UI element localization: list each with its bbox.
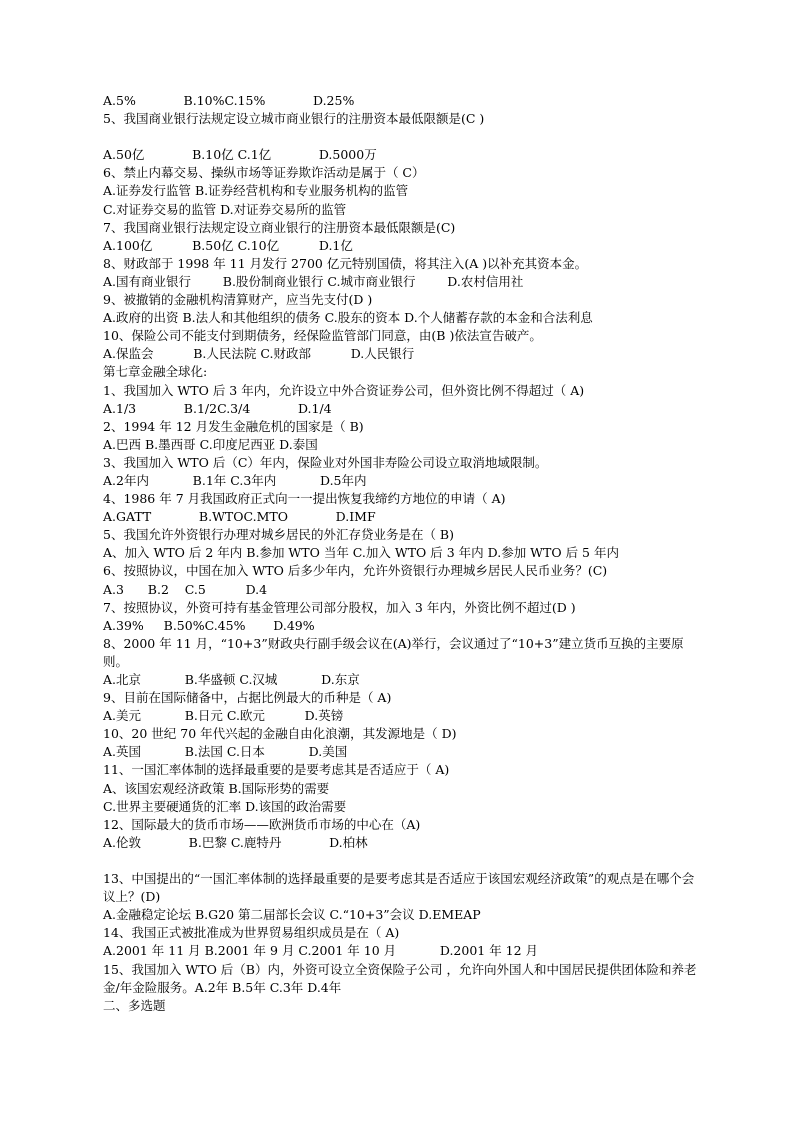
text-line: 14、我国正式被批准成为世界贸易组织成员是在（ A) [103,925,400,941]
text-line: 4、1986 年 7 月我国政府正式向一一提出恢复我缔约方地位的申请（ A) [103,491,506,507]
text-line: 2、1994 年 12 月发生金融危机的国家是（ B) [103,418,364,434]
text-line: 8、财政部于 1998 年 11 月发行 2700 亿元特别国债，将其注入(A )以补充其资本金。 [103,255,588,271]
text-line: A.美元 B.日元 C.欧元 D.英镑 [103,708,344,724]
text-line: 10、保险公司不能支付到期债务，经保险监管部门同意，由(B )依法宣告破产。 [103,328,542,344]
text-line: A.39% B.50%C.45% D.49% [103,617,315,633]
text-line: A.巴西 B.墨西哥 C.印度尼西亚 D.泰国 [103,436,318,452]
text-line: A.1/3 B.1/2C.3/4 D.1/4 [103,400,332,416]
text-line: 9、目前在国际储备中，占据比例最大的币种是（ A) [103,690,392,706]
text-line: 5、我国商业银行法规定设立城市商业银行的注册资本最低限额是(C ) [103,111,485,127]
text-line: A.2001 年 11 月 B.2001 年 9 月 C.2001 年 10 月 D.2001 年 12 月 [103,943,539,959]
text-line: A.北京 B.华盛顿 C.汉城 D.东京 [103,672,360,687]
text-line: C.对证券交易的监管 D.对证券交易所的监管 [103,201,347,217]
text-line: 10、20 世纪 70 年代兴起的金融自由化浪潮，其发源地是（ D) [103,726,457,742]
text-line: A.伦敦 B.巴黎 C.鹿特丹 D.柏林 [103,834,368,850]
text-line: 13、中国提出的“一国汇率体制的选择最重要的是要考虑其是否适应于该国宏观经济政策”的观点是在哪个会议上？(D) [103,871,695,905]
text-line: A.3 B.2 C.5 D.4 [103,581,268,597]
text-line: 12、国际最大的货币市场——欧洲货币市场的中心在（A) [103,816,421,832]
text-line: A.5% B.10%C.15% D.25% [103,93,355,108]
text-line: 1、我国加入 WTO 后 3 年内，允许设立中外合资证券公司，但外资比例不得超过（ A) [103,382,585,398]
text-line: 8、2000 年 11 月，“10+3”财政央行副手级会议在(A)举行，会议通过了“10+3”建立货币互换的主要原则。 [103,635,684,669]
text-line: 7、我国商业银行法规定设立商业银行的注册资本最低限额是(C) [103,219,456,235]
text-line: A.100亿 B.50亿 C.10亿 D.1亿 [103,237,353,253]
text-line: A.国有商业银行 B.股份制商业银行 C.城市商业银行 D.农村信用社 [103,273,524,289]
text-line: 15、我国加入 WTO 后（B）内，外资可设立全资保险子公司 ，允许向外国人和中国居民提供团体险和养老金/年金险服务。A.2年 B.5年 C.3年 D.4年 [103,961,697,995]
text-line: A.政府的出资 B.法人和其他组织的债务 C.股东的资本 D.个人储蓄存款的本金和合法利息 [103,310,593,326]
document-body [103,92,703,1015]
text-line: A.保监会 B.人民法院 C.财政部 D.人民银行 [103,346,415,362]
text-line: A.2年内 B.1年 C.3年内 D.5年内 [103,472,367,488]
text-line: 二、多选题 [103,997,166,1013]
text-line: A.GATT B.WTOC.MTO D.IMF [103,509,376,525]
blank-line [103,852,703,870]
text-line: A.英国 B.法国 C.日本 D.美国 [103,744,348,760]
text-line: A、该国宏观经济政策 B.国际形势的需要 [103,780,330,796]
text-line: 3、我国加入 WTO 后（C）年内，保险业对外国非寿险公司设立取消地域限制。 [103,454,548,470]
text-line: 6、禁止内幕交易、操纵市场等证券欺诈活动是属于（ C） [103,165,425,181]
blank-line [103,128,703,146]
text-line: A、加入 WTO 后 2 年内 B.参加 WTO 当年 C.加入 WTO 后 3 年内 D.参加 WTO 后 5 年内 [103,545,619,561]
text-line: 5、我国允许外资银行办理对城乡居民的外汇存贷业务是在（ B) [103,527,454,543]
text-line: A.证券发行监管 B.证券经营机构和专业服务机构的监管 [103,183,409,199]
text-line: 11、一国汇率体制的选择最重要的是要考虑其是否适应于（ A) [103,762,450,778]
text-line: 6、按照协议，中国在加入 WTO 后多少年内，允许外资银行办理城乡居民人民币业务？(C) [103,563,608,579]
text-line: 7、按照协议，外资可持有基金管理公司部分股权，加入 3 年内，外资比例不超过(D ) [103,599,576,615]
text-line: 第七章金融全球化: [103,364,208,380]
text-line: C.世界主要硬通货的汇率 D.该国的政治需要 [103,798,347,814]
text-line: 9、被撤销的金融机构清算财产，应当先支付(D ) [103,292,373,308]
text-line: A.金融稳定论坛 B.G20 第二届部长会议 C.“10+3”会议 D.EMEAP [103,907,481,923]
text-line: A.50亿 B.10亿 C.1亿 D.5000万 [103,147,377,163]
